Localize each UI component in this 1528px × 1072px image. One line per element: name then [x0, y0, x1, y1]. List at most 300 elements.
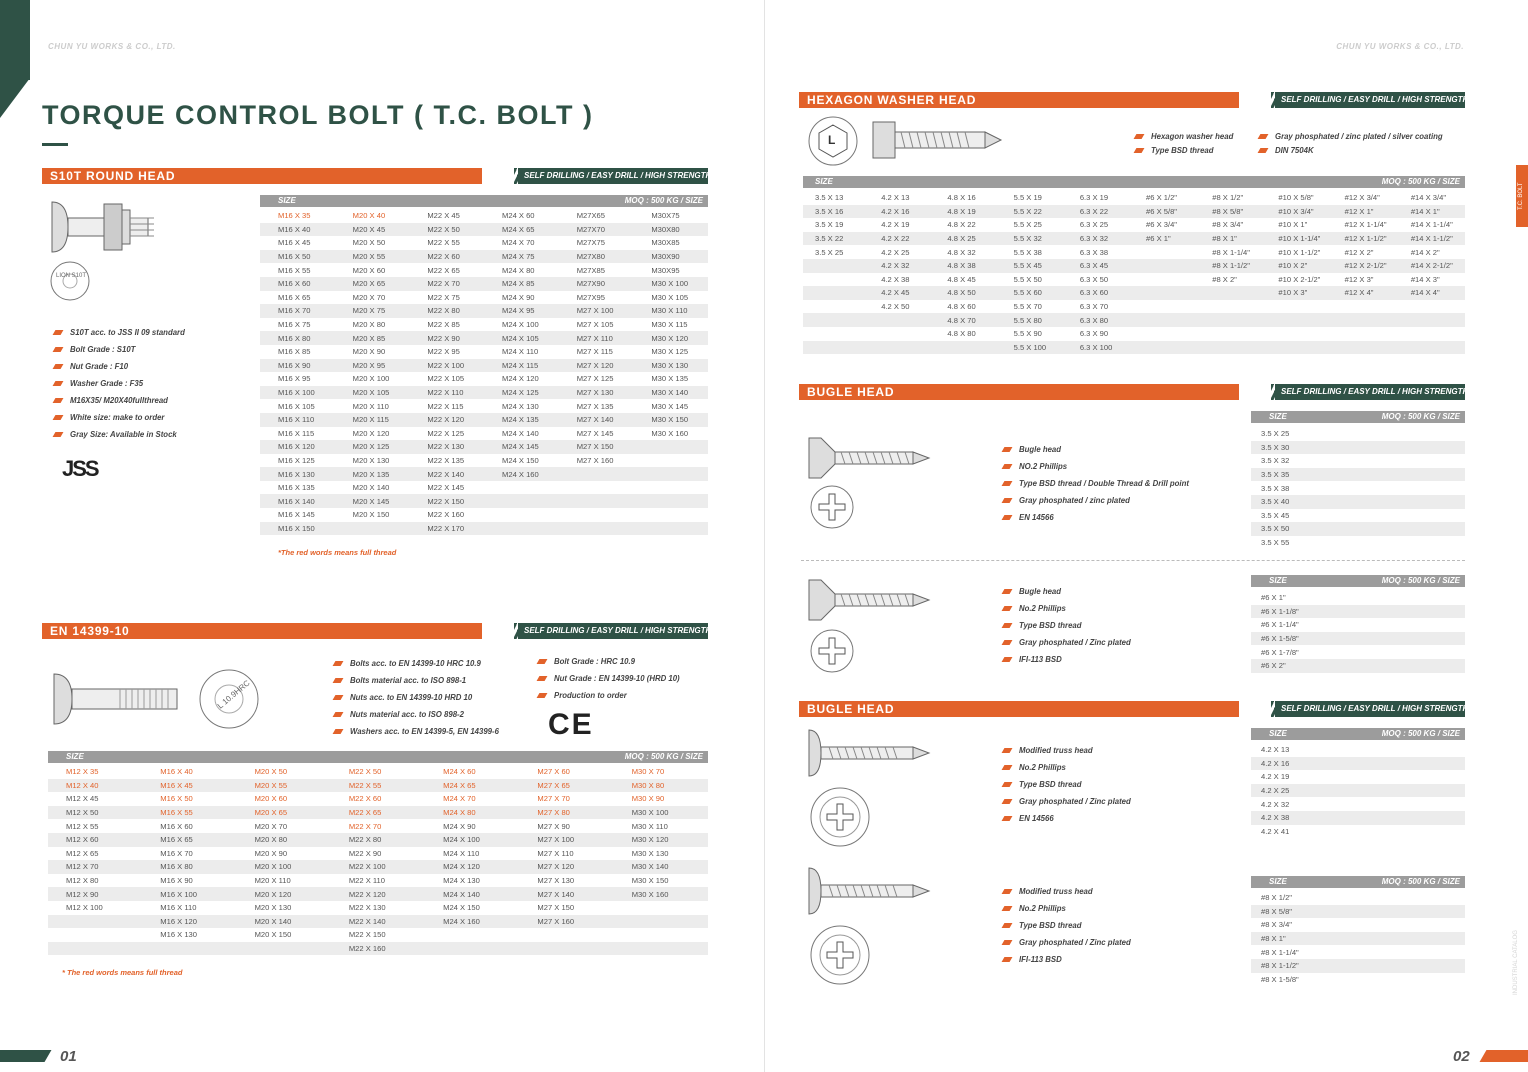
- table-row: [48, 928, 708, 942]
- table-row: [1251, 468, 1465, 482]
- table-row: [48, 779, 708, 793]
- table-cell: 6.3 X 100: [1079, 342, 1113, 352]
- table-cell: 4.2 X 38: [881, 274, 910, 284]
- table-cell: M16 X 140: [278, 496, 315, 506]
- table-row: [48, 887, 708, 901]
- page-title: TORQUE CONTROL BOLT ( T.C. BOLT ): [42, 100, 594, 130]
- table-cell: M20 X 125: [352, 442, 390, 452]
- table-cell: M16 X 65: [278, 292, 311, 302]
- table-cell: 4.8 X 22: [947, 220, 976, 230]
- en14399-spec-list-b: [538, 653, 680, 704]
- table-cell: M22 X 100: [348, 862, 386, 872]
- table-cell: M27 X 80: [537, 808, 570, 818]
- table-cell: M24 X 130: [443, 876, 480, 886]
- table-cell: M22 X 120: [348, 889, 386, 899]
- table-cell: M22 X 80: [348, 835, 382, 845]
- table-cell: M27 X 125: [576, 374, 614, 384]
- table-cell: 6.3 X 22: [1079, 206, 1109, 216]
- spec-item: Gray phosphated / zinc plated / silver coating: [1259, 129, 1443, 143]
- table-cell: M16 X 115: [278, 428, 315, 438]
- bugle1a-spec-list: [1003, 441, 1189, 526]
- size-header: SIZE: [1269, 412, 1287, 421]
- table-cell: #12 X 2": [1344, 247, 1374, 257]
- table-cell: M22 X 150: [427, 496, 465, 506]
- table-cell: M27 X 110: [576, 333, 613, 343]
- table-cell: M22 X 140: [427, 469, 465, 479]
- table-row: [260, 508, 708, 522]
- table-cell: 6.3 X 80: [1079, 315, 1109, 325]
- table-cell: M30X75: [651, 211, 680, 221]
- spec-item: Gray phosphated / zinc plated: [1003, 492, 1189, 509]
- size-header: SIZE: [1269, 877, 1287, 886]
- table-row: [260, 359, 708, 373]
- table-cell: M24 X 160: [502, 469, 539, 479]
- table-cell: M20 X 120: [352, 428, 390, 438]
- spec-item: Washers acc. to EN 14399-5, EN 14399-6: [334, 723, 499, 740]
- table-cell: M30 X 115: [651, 320, 688, 330]
- table-cell: M22 X 160: [427, 510, 465, 520]
- full-thread-note: *The red words means full thread: [278, 548, 397, 557]
- table-row: [803, 286, 1465, 300]
- s10t-spec-list: [54, 324, 185, 443]
- table-cell: M30 X 150: [651, 415, 689, 425]
- spec-item: Type BSD thread: [1003, 917, 1131, 934]
- table-cell: M12 X 65: [66, 848, 99, 858]
- table-row: [260, 304, 708, 318]
- bugle1b-table-header: [1251, 575, 1465, 587]
- table-cell: M22 X 170: [427, 523, 465, 533]
- table-cell: M27 X 120: [537, 862, 575, 872]
- table-cell: M24 X 120: [443, 862, 480, 872]
- structural-bolt-icon: [50, 670, 185, 728]
- spec-item: DIN 7504K: [1259, 143, 1443, 157]
- table-cell: 3.5 X 32: [1261, 456, 1290, 466]
- spec-item: No.2 Phillips: [1003, 759, 1131, 776]
- table-cell: #8 X 1-1/4": [1261, 947, 1299, 957]
- s10t-stamp-text: LION S10T: [55, 273, 86, 279]
- table-cell: 5.5 X 50: [1013, 274, 1042, 284]
- spec-item: Bugle head: [1003, 583, 1131, 600]
- table-cell: M16 X 130: [160, 930, 198, 940]
- table-cell: M22 X 55: [427, 238, 460, 248]
- table-row: [48, 792, 708, 806]
- table-cell: #12 X 3/4": [1344, 193, 1380, 203]
- table-cell: #8 X 3/4": [1261, 920, 1292, 930]
- table-cell: M22 X 55: [348, 780, 382, 790]
- bugle2b-spec-list: [1003, 883, 1131, 968]
- table-cell: 4.2 X 16: [881, 206, 910, 216]
- table-cell: 4.8 X 32: [947, 247, 976, 257]
- truss-head-screw-icon: [807, 728, 933, 778]
- table-cell: M20 X 90: [254, 848, 288, 858]
- table-cell: M27 X 135: [576, 401, 614, 411]
- table-cell: M27X85: [576, 265, 605, 275]
- table-cell: M30 X 110: [651, 306, 688, 316]
- table-cell: M27 X 110: [537, 848, 574, 858]
- table-cell: M30 X 160: [651, 428, 689, 438]
- table-cell: M22 X 50: [348, 767, 382, 777]
- table-row: [1251, 536, 1465, 550]
- table-cell: M22 X 90: [427, 333, 460, 343]
- table-cell: M30X90: [651, 252, 680, 262]
- table-cell: M16 X 40: [160, 767, 193, 777]
- spec-item: Gray phosphated / Zinc plated: [1003, 934, 1131, 951]
- table-cell: #6 X 3/4": [1146, 220, 1177, 230]
- table-cell: 3.5 X 50: [1261, 524, 1290, 534]
- table-cell: M24 X 65: [443, 780, 476, 790]
- table-row: [1251, 591, 1465, 605]
- table-cell: #6 X 1-7/8": [1261, 647, 1299, 657]
- table-cell: M16 X 100: [278, 388, 315, 398]
- table-cell: M12 X 100: [66, 903, 103, 913]
- spec-item: IFI-113 BSD: [1003, 951, 1131, 968]
- table-row: [803, 300, 1465, 314]
- table-row: [1251, 522, 1465, 536]
- table-cell: #14 X 3/4": [1410, 193, 1447, 203]
- side-tab-label: T.C. BOLT: [1518, 182, 1524, 210]
- table-cell: M16 X 65: [160, 835, 193, 845]
- table-cell: M22 X 95: [427, 347, 460, 357]
- table-cell: 4.2 X 50: [881, 302, 910, 312]
- table-cell: #10 X 2-1/2": [1278, 274, 1321, 284]
- table-cell: M22 X 140: [348, 916, 386, 926]
- table-cell: M20 X 55: [352, 252, 386, 262]
- s10t-band-tag: SELF DRILLING / EASY DRILL / HIGH STRENGTH: [518, 168, 708, 184]
- table-cell: M22 X 110: [348, 876, 386, 886]
- table-cell: 3.5 X 25: [1261, 429, 1290, 439]
- table-row: [803, 232, 1465, 246]
- spec-item: EN 14566: [1003, 509, 1189, 526]
- bugle2a-size-table: [1251, 743, 1465, 838]
- table-cell: M24 X 105: [502, 333, 539, 343]
- table-cell: M16 X 150: [278, 523, 315, 533]
- table-row: [1251, 959, 1465, 973]
- table-cell: 6.3 X 25: [1079, 220, 1109, 230]
- table-cell: M16 X 50: [160, 794, 193, 804]
- table-cell: M22 X 50: [427, 224, 460, 234]
- bugle2b-table-header: [1251, 876, 1465, 888]
- table-row: [48, 765, 708, 779]
- table-cell: M27 X 130: [576, 388, 614, 398]
- table-cell: M22 X 70: [348, 821, 382, 831]
- table-cell: M22 X 130: [348, 903, 386, 913]
- table-cell: 4.8 X 38: [947, 261, 976, 271]
- table-row: [260, 318, 708, 332]
- page-number-bar: [1480, 1050, 1528, 1062]
- table-cell: 3.5 X 45: [1261, 510, 1290, 520]
- en14399-band-tag: SELF DRILLING / EASY DRILL / HIGH STRENGTH: [518, 623, 708, 639]
- table-row: [1251, 454, 1465, 468]
- spec-item: Bolts acc. to EN 14399-10 HRC 10.9: [334, 655, 499, 672]
- table-cell: 4.2 X 45: [881, 288, 910, 298]
- table-cell: M16 X 125: [278, 455, 315, 465]
- corner-decoration: [0, 0, 30, 80]
- table-cell: #8 X 1": [1261, 934, 1286, 944]
- spec-item: Gray phosphated / Zinc plated: [1003, 634, 1131, 651]
- table-row: [1251, 743, 1465, 757]
- table-row: [260, 467, 708, 481]
- table-row: [260, 481, 708, 495]
- head-mark: L: [828, 133, 836, 147]
- table-cell: M27 X 90: [537, 821, 570, 831]
- side-tab: [1516, 165, 1528, 227]
- spec-item: White size: make to order: [54, 409, 185, 426]
- table-row: [803, 313, 1465, 327]
- table-cell: #6 X 1-1/4": [1261, 620, 1299, 630]
- table-cell: M20 X 80: [254, 835, 288, 845]
- s10t-section-band: [42, 168, 712, 184]
- table-cell: M20 X 80: [352, 320, 386, 330]
- table-row: [48, 819, 708, 833]
- bugle1b-size-table: [1251, 591, 1465, 673]
- table-cell: M30X95: [651, 265, 680, 275]
- table-cell: M24 X 120: [502, 374, 539, 384]
- spec-item: EN 14566: [1003, 810, 1131, 827]
- table-cell: 4.8 X 60: [947, 302, 976, 312]
- table-cell: #8 X 1-5/8": [1261, 974, 1299, 984]
- table-cell: #8 X 2": [1212, 274, 1237, 284]
- table-cell: M12 X 45: [66, 794, 99, 804]
- table-cell: M22 X 100: [427, 360, 465, 370]
- table-cell: M16 X 75: [278, 320, 311, 330]
- table-row: [1251, 784, 1465, 798]
- right-page: [764, 0, 1528, 1072]
- spec-item: NO.2 Phillips: [1003, 458, 1189, 475]
- table-cell: M30 X 120: [651, 333, 689, 343]
- table-cell: M12 X 70: [66, 862, 99, 872]
- ce-mark: CE: [548, 708, 594, 741]
- table-cell: M27X75: [576, 238, 605, 248]
- table-cell: M22 X 130: [427, 442, 465, 452]
- spec-item: Type BSD thread: [1135, 143, 1233, 157]
- table-row: [1251, 770, 1465, 784]
- corner-decoration-tail: [0, 78, 30, 118]
- table-cell: 3.5 X 30: [1261, 442, 1290, 452]
- table-cell: M24 X 95: [502, 306, 535, 316]
- table-cell: M24 X 60: [502, 211, 535, 221]
- table-cell: M20 X 130: [352, 455, 390, 465]
- table-cell: M24 X 110: [443, 848, 480, 858]
- table-row: [1251, 891, 1465, 905]
- en14399-band-title: EN 14399-10: [42, 623, 482, 639]
- table-cell: 5.5 X 25: [1013, 220, 1042, 230]
- table-row: [260, 522, 708, 536]
- table-cell: 5.5 X 19: [1013, 193, 1042, 203]
- table-row: [1251, 825, 1465, 839]
- spec-item: M16X35/ M20X40fullthread: [54, 392, 185, 409]
- table-cell: M20 X 65: [352, 279, 386, 289]
- spec-item: Gray Size: Available in Stock: [54, 426, 185, 443]
- table-row: [803, 245, 1465, 259]
- table-cell: #8 X 5/8": [1261, 906, 1292, 916]
- table-cell: M22 X 80: [427, 306, 460, 316]
- table-cell: M24 X 90: [443, 821, 476, 831]
- table-cell: #8 X 3/4": [1212, 220, 1244, 230]
- table-row: [48, 874, 708, 888]
- table-cell: 5.5 X 45: [1013, 261, 1042, 271]
- table-cell: M12 X 40: [66, 780, 99, 790]
- table-cell: #6 X 5/8": [1146, 206, 1177, 216]
- table-cell: M24 X 130: [502, 401, 539, 411]
- table-cell: M27X65: [576, 211, 605, 221]
- table-cell: M20 X 90: [352, 347, 386, 357]
- bugle1-band-title: BUGLE HEAD: [799, 384, 1239, 400]
- en14399-size-table: [48, 765, 708, 955]
- table-row: [1251, 645, 1465, 659]
- table-row: [803, 191, 1465, 205]
- table-cell: M30X85: [651, 238, 680, 248]
- table-cell: #8 X 1/2": [1261, 893, 1292, 903]
- table-cell: #14 X 1-1/4": [1410, 220, 1453, 230]
- hex-table-header: [803, 176, 1465, 188]
- table-row: [1251, 905, 1465, 919]
- table-cell: M30 X 120: [631, 835, 669, 845]
- table-cell: #12 X 4": [1344, 288, 1374, 298]
- table-cell: #10 X 2": [1278, 261, 1308, 271]
- table-cell: M16 X 145: [278, 510, 315, 520]
- table-cell: M12 X 55: [66, 821, 99, 831]
- table-cell: 4.2 X 22: [881, 234, 910, 244]
- table-cell: 5.5 X 38: [1013, 247, 1042, 257]
- table-cell: M16 X 110: [160, 903, 197, 913]
- table-cell: M20 X 110: [352, 401, 389, 411]
- bugle2-section-band: [799, 701, 1469, 717]
- table-row: [260, 250, 708, 264]
- table-cell: M27 X 100: [537, 835, 575, 845]
- table-cell: 3.5 X 55: [1261, 538, 1290, 548]
- table-row: [803, 259, 1465, 273]
- table-cell: M16 X 135: [278, 483, 315, 493]
- table-cell: M30 X 150: [631, 876, 669, 886]
- spec-item: Nuts material acc. to ISO 898-2: [334, 706, 499, 723]
- table-cell: M30 X 110: [631, 821, 668, 831]
- moq-header: MOQ : 500 KG / SIZE: [1381, 576, 1460, 585]
- size-header: SIZE: [278, 196, 296, 205]
- table-cell: M16 X 90: [160, 876, 193, 886]
- table-cell: M16 X 45: [160, 780, 193, 790]
- table-cell: 3.5 X 16: [815, 206, 844, 216]
- table-cell: M27 X 130: [537, 876, 575, 886]
- spec-item: Gray phosphated / Zinc plated: [1003, 793, 1131, 810]
- table-cell: M22 X 120: [427, 415, 465, 425]
- table-cell: M22 X 65: [348, 808, 382, 818]
- spec-item: Type BSD thread: [1003, 776, 1131, 793]
- table-cell: 4.2 X 25: [1261, 786, 1290, 796]
- spec-item: IFI-113 BSD: [1003, 651, 1131, 668]
- table-row: [1251, 945, 1465, 959]
- table-cell: #14 X 2": [1410, 247, 1440, 257]
- table-cell: 5.5 X 90: [1013, 329, 1042, 339]
- table-cell: M24 X 85: [502, 279, 535, 289]
- table-cell: #6 X 1": [1146, 234, 1171, 244]
- table-cell: M22 X 60: [348, 794, 382, 804]
- table-cell: #14 X 1-1/2": [1410, 234, 1453, 244]
- table-cell: M20 X 40: [352, 211, 386, 221]
- table-cell: M24 X 60: [443, 767, 476, 777]
- hex-spec-list-b: [1259, 129, 1443, 157]
- table-cell: 4.8 X 80: [947, 329, 976, 339]
- table-cell: #10 X 3": [1278, 288, 1308, 298]
- table-cell: M27X80: [576, 252, 605, 262]
- table-cell: M24 X 140: [502, 428, 539, 438]
- table-row: [48, 901, 708, 915]
- bugle2-band-title: BUGLE HEAD: [799, 701, 1239, 717]
- table-cell: M30 X 130: [631, 848, 669, 858]
- bugle-screw-icon: [807, 578, 933, 622]
- spec-item: Bolt Grade : S10T: [54, 341, 185, 358]
- table-cell: M24 X 150: [443, 903, 480, 913]
- table-cell: M30X80: [651, 224, 680, 234]
- table-cell: 6.3 X 45: [1079, 261, 1109, 271]
- table-cell: 6.3 X 70: [1079, 302, 1109, 312]
- table-cell: M27 X 140: [576, 415, 614, 425]
- table-cell: M22 X 90: [348, 848, 382, 858]
- table-cell: #12 X 1": [1344, 206, 1374, 216]
- phillips-head-icon: [809, 628, 855, 674]
- table-row: [1251, 495, 1465, 509]
- table-cell: M22 X 45: [427, 211, 460, 221]
- table-cell: 4.2 X 25: [881, 247, 910, 257]
- table-cell: M12 X 35: [66, 767, 99, 777]
- bugle2-band-tag: SELF DRILLING / EASY DRILL / HIGH STRENGTH: [1275, 701, 1465, 717]
- table-cell: #14 X 3": [1410, 274, 1440, 284]
- table-cell: 4.8 X 25: [947, 234, 976, 244]
- table-row: [260, 277, 708, 291]
- table-cell: M20 X 105: [352, 388, 390, 398]
- table-cell: 4.2 X 41: [1261, 826, 1290, 836]
- table-cell: M24 X 110: [502, 347, 539, 357]
- table-row: [1251, 932, 1465, 946]
- table-cell: M22 X 110: [427, 388, 464, 398]
- size-header: SIZE: [66, 752, 84, 761]
- table-cell: M24 X 65: [502, 224, 535, 234]
- hex-band-title: HEXAGON WASHER HEAD: [799, 92, 1239, 108]
- table-cell: #14 X 1": [1410, 206, 1440, 216]
- table-cell: M22 X 135: [427, 455, 465, 465]
- size-header: SIZE: [815, 177, 833, 186]
- table-cell: #6 X 1-1/8": [1261, 606, 1299, 616]
- en14399-table-header: [48, 751, 708, 763]
- bugle2a-spec-list: [1003, 742, 1131, 827]
- table-cell: M12 X 50: [66, 808, 99, 818]
- table-cell: M20 X 100: [352, 374, 390, 384]
- bugle2b-size-table: [1251, 891, 1465, 986]
- table-cell: 4.2 X 19: [1261, 772, 1290, 782]
- table-cell: M27 X 160: [537, 916, 575, 926]
- table-cell: 6.3 X 90: [1079, 329, 1109, 339]
- spec-item: Hexagon washer head: [1135, 129, 1233, 143]
- table-cell: M16 X 80: [160, 862, 193, 872]
- table-row: [1251, 509, 1465, 523]
- table-cell: M22 X 150: [348, 930, 386, 940]
- spec-item: Type BSD thread: [1003, 617, 1131, 634]
- table-cell: M20 X 150: [254, 930, 292, 940]
- moq-header: MOQ : 500 KG / SIZE: [1381, 729, 1460, 738]
- table-cell: M22 X 60: [427, 252, 460, 262]
- table-row: [1251, 659, 1465, 673]
- table-cell: M16 X 100: [160, 889, 198, 899]
- spec-item: Type BSD thread / Double Thread & Drill point: [1003, 475, 1189, 492]
- table-cell: 4.8 X 50: [947, 288, 976, 298]
- table-cell: #8 X 1-1/4": [1212, 247, 1250, 257]
- truss-head-screw-icon: [807, 866, 933, 916]
- table-cell: M27 X 60: [537, 767, 570, 777]
- side-catalog-label: INDUSTRIAL CATALOG: [1513, 930, 1519, 995]
- table-cell: M22 X 105: [427, 374, 465, 384]
- table-cell: 4.2 X 16: [1261, 758, 1290, 768]
- table-cell: M22 X 70: [427, 279, 460, 289]
- table-row: [48, 942, 708, 956]
